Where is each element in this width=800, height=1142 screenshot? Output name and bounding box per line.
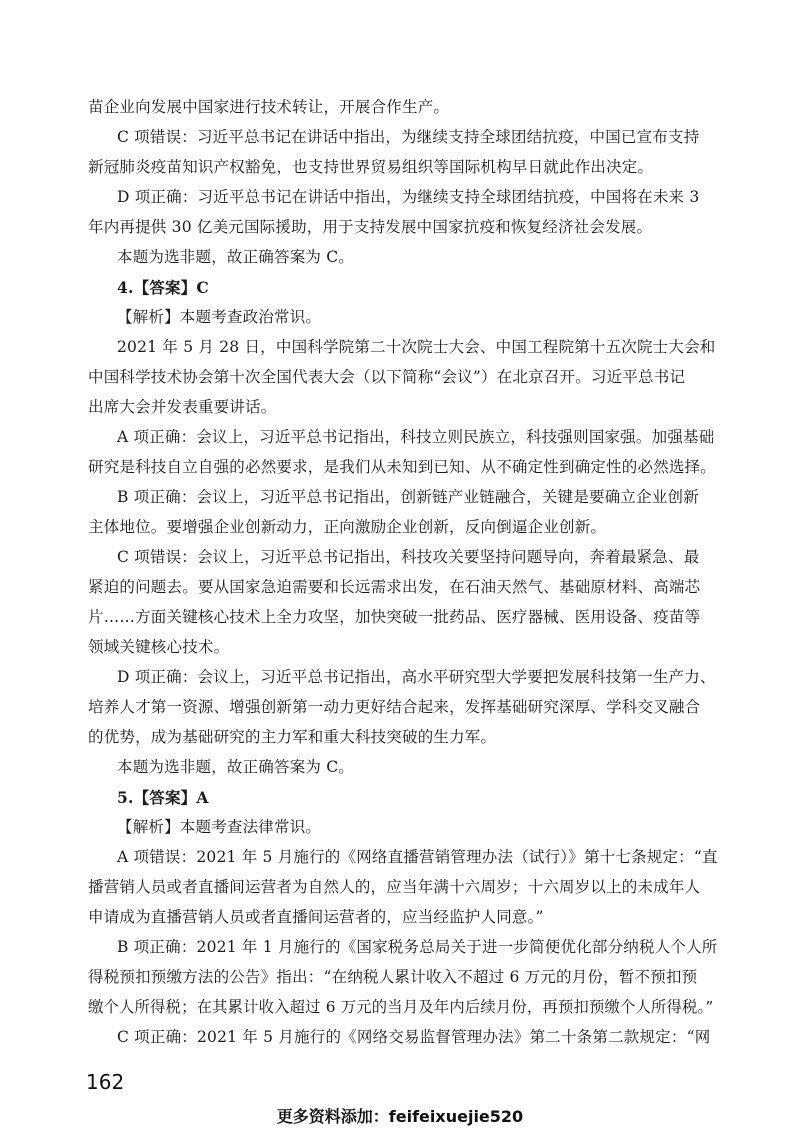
text-line: 出席大会并发表重要讲话。	[88, 398, 277, 416]
analysis-heading: 【解析】本题考查法律常识。	[117, 818, 322, 836]
text-line: 片……方面关键核心技术上全力攻坚，加快突破一批药品、医疗器械、医用设备、疫苗等	[88, 608, 701, 626]
text-line: A 项正确：会议上，习近平总书记指出，科技立则民族立，科技强则国家强。加强基础	[117, 428, 715, 446]
text-line: 缴个人所得税；在其累计收入超过 6 万元的当月及年内后续月份，再预扣预缴个人所得税。”	[88, 998, 714, 1016]
text-line: 领域关键核心技术。	[88, 638, 230, 656]
answer-heading: 4.【答案】C	[117, 278, 209, 297]
text-line: 新冠肺炎疫苗知识产权豁免，也支持世界贸易组织等国际机构早日就此作出决定。	[88, 158, 654, 176]
text-line: D 项正确：习近平总书记在讲话中指出，为继续支持全球团结抗疫，中国将在未来 3	[117, 188, 700, 206]
text-line: A 项错误：2021 年 5 月施行的《网络直播营销管理办法（试行）》第十七条规定：“直	[117, 848, 718, 866]
text-line: 得税预扣预缴方法的公告》指出：“在纳税人累计收入不超过 6 万元的月份，暂不预扣预	[88, 968, 698, 986]
text-line: C 项错误：会议上，习近平总书记指出，科技攻关要坚持问题导向，奔着最紧急、最	[117, 548, 700, 566]
text-line: 2021 年 5 月 28 日，中国科学院第二十次院士大会、中国工程院第十五次院士大会和	[117, 338, 716, 356]
text-line: 年内再提供 30 亿美元国际援助，用于支持发展中国家抗疫和恢复经济社会发展。	[88, 218, 653, 236]
text-line: 本题为选非题，故正确答案为 C。	[117, 758, 354, 776]
text-line: 的优势，成为基础研究的主力军和重大科技突破的生力军。	[88, 728, 497, 746]
text-line: 中国科学技术协会第十次全国代表大会（以下简称“会议”）在北京召开。习近平总书记	[88, 368, 686, 386]
text-line: 申请成为直播营销人员或者直播间运营者的，应当经监护人同意。”	[88, 908, 544, 926]
answer-heading: 5.【答案】A	[117, 788, 209, 807]
document-body	[88, 96, 718, 1056]
text-line: 本题为选非题，故正确答案为 C。	[117, 248, 354, 266]
footer-watermark-text: 更多资料添加：feifeixuejie520	[276, 1107, 524, 1126]
text-line: B 项正确：会议上，习近平总书记指出，创新链产业链融合，关键是要确立企业创新	[117, 488, 699, 506]
text-line: C 项正确：2021 年 5 月施行的《网络交易监督管理办法》第二十条第二款规定：“网	[117, 1028, 711, 1046]
text-line: 播营销人员或者直播间运营者为自然人的，应当年满十六周岁；十六周岁以上的未成年人	[88, 878, 701, 896]
text-line: 紧迫的问题去。要从国家急迫需要和长远需求出发，在石油天然气、基础原材料、高端芯	[88, 578, 701, 596]
text-line: 主体地位。要增强企业创新动力，正向激励企业创新，反向倒逼企业创新。	[88, 518, 607, 536]
text-line: B 项正确：2021 年 1 月施行的《国家税务总局关于进一步简便优化部分纳税人个人所	[117, 938, 718, 956]
text-line: D 项正确：会议上，习近平总书记指出，高水平研究型大学要把发展科技第一生产力、	[117, 668, 716, 686]
text-line: 苗企业向发展中国家进行技术转让，开展合作生产。	[88, 98, 450, 116]
page-number: 162	[86, 1070, 125, 1094]
text-line: 研究是科技自立自强的必然要求，是我们从未知到已知、从不确定性到确定性的必然选择。	[88, 458, 717, 476]
analysis-heading: 【解析】本题考查政治常识。	[117, 308, 322, 326]
text-line: C 项错误：习近平总书记在讲话中指出，为继续支持全球团结抗疫，中国已宣布支持	[117, 128, 700, 146]
text-line: 培养人才第一资源、增强创新第一动力更好结合起来，发挥基础研究深厚、学科交叉融合	[88, 698, 701, 716]
